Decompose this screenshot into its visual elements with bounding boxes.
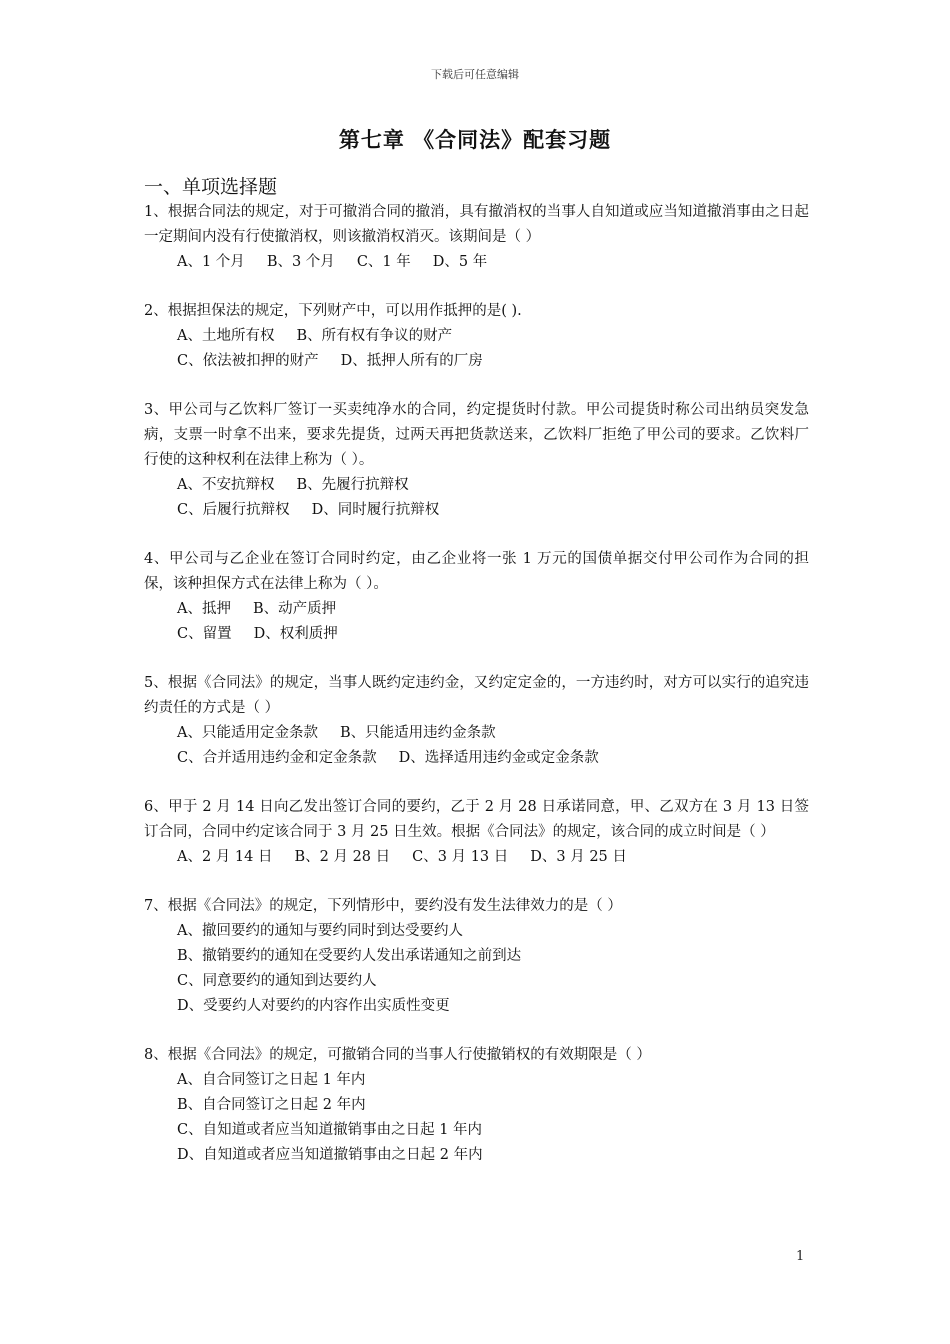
question-stem: 7、根据《合同法》的规定，下列情形中，要约没有发生法律效力的是（ ） — [144, 898, 622, 914]
answer-option: A、1 个月 — [177, 254, 245, 270]
answer-option: D、权利质押 — [253, 626, 338, 642]
answer-option: B、只能适用违约金条款 — [339, 725, 496, 741]
option-row — [144, 746, 809, 771]
option-row — [144, 1143, 809, 1168]
option-row — [144, 498, 809, 523]
question-stem: 3、甲公司与乙饮料厂签订一买卖纯净水的合同，约定提货时付款。甲公司提货时称公司出纳员突发急病，支票一时拿不出来，要求先提货，过两天再把货款送来，乙饮料厂拒绝了甲公司的要求。乙饮料厂行使的这种权利在法律上称为（ ）。 — [144, 402, 809, 468]
section-heading: 一、单项选择题 — [144, 176, 278, 198]
answer-option: C、依法被扣押的财产 — [177, 353, 319, 369]
option-row — [144, 721, 809, 746]
option-row — [144, 944, 809, 969]
option-row — [144, 324, 809, 349]
answer-option: C、合并适用违约金和定金条款 — [177, 750, 377, 766]
question-item — [144, 894, 809, 1019]
question-item — [144, 398, 809, 523]
answer-option: A、抵押 — [177, 601, 231, 617]
option-row — [144, 622, 809, 647]
question-stem: 2、根据担保法的规定，下列财产中，可以用作抵押的是( ). — [144, 303, 522, 319]
answer-option: C、自知道或者应当知道撤销事由之日起 1 年内 — [177, 1122, 483, 1138]
answer-option: D、5 年 — [432, 254, 488, 270]
answer-option: A、只能适用定金条款 — [177, 725, 318, 741]
option-row — [144, 1118, 809, 1143]
question-item — [144, 299, 809, 374]
page-title: 第七章 《合同法》配套习题 — [338, 128, 612, 152]
answer-option: C、1 年 — [356, 254, 411, 270]
question-stem: 6、甲于 2 月 14 日向乙发出签订合同的要约，乙于 2 月 28 日承诺同意，甲、乙双方在 3 月 13 日签订合同，合同中约定该合同于 3 月 25 日生效。根据《合同法》的规定，该合同的成立时间是（ ） — [144, 799, 809, 840]
header-note: 下载后可任意编辑 — [431, 68, 519, 81]
question-item — [144, 1043, 809, 1168]
answer-option: D、选择适用违约金或定金条款 — [398, 750, 599, 766]
answer-option: C、3 月 13 日 — [412, 849, 509, 865]
option-row — [144, 919, 809, 944]
option-row — [144, 1068, 809, 1093]
answer-option: B、2 月 28 日 — [294, 849, 391, 865]
option-row — [144, 845, 809, 870]
option-row — [144, 473, 809, 498]
question-item — [144, 200, 809, 275]
option-row — [144, 597, 809, 622]
option-row — [144, 994, 809, 1019]
answer-option: D、同时履行抗辩权 — [311, 502, 440, 518]
answer-option: B、先履行抗辩权 — [296, 477, 409, 493]
page-number: 1 — [796, 1249, 805, 1264]
answer-option: C、后履行抗辩权 — [177, 502, 290, 518]
answer-option: A、2 月 14 日 — [177, 849, 273, 865]
answer-option: A、自合同签订之日起 1 年内 — [177, 1072, 366, 1088]
answer-option: D、抵押人所有的厂房 — [340, 353, 483, 369]
answer-option: B、自合同签订之日起 2 年内 — [177, 1097, 366, 1113]
question-item — [144, 547, 809, 647]
option-row — [144, 349, 809, 374]
answer-option: B、撤销要约的通知在受要约人发出承诺通知之前到达 — [177, 948, 522, 964]
answer-option: D、自知道或者应当知道撤销事由之日起 2 年内 — [177, 1147, 483, 1163]
answer-option: A、土地所有权 — [177, 328, 275, 344]
answer-option: C、同意要约的通知到达要约人 — [177, 973, 377, 989]
question-list — [144, 200, 809, 1168]
answer-option: A、撤回要约的通知与要约同时到达受要约人 — [177, 923, 463, 939]
answer-option: B、3 个月 — [266, 254, 335, 270]
answer-option: C、留置 — [177, 626, 232, 642]
question-stem: 5、根据《合同法》的规定，当事人既约定违约金，又约定定金的，一方违约时，对方可以实行的追究违约责任的方式是（ ） — [144, 675, 809, 716]
option-row — [144, 1093, 809, 1118]
answer-option: A、不安抗辩权 — [177, 477, 275, 493]
document-body — [144, 174, 809, 1192]
option-row — [144, 969, 809, 994]
question-stem: 8、根据《合同法》的规定，可撤销合同的当事人行使撤销权的有效期限是（ ） — [144, 1047, 651, 1063]
answer-option: D、受要约人对要约的内容作出实质性变更 — [177, 998, 450, 1014]
question-stem: 4、甲公司与乙企业在签订合同时约定，由乙企业将一张 1 万元的国债单据交付甲公司作为合同的担保，该种担保方式在法律上称为（ ）。 — [144, 551, 809, 592]
answer-option: B、动产质押 — [252, 601, 337, 617]
question-item — [144, 795, 809, 870]
answer-option: B、所有权有争议的财产 — [296, 328, 453, 344]
question-stem: 1、根据合同法的规定，对于可撤消合同的撤消，具有撤消权的当事人自知道或应当知道撤消事由之日起一定期间内没有行使撤消权，则该撤消权消灭。该期间是（ ） — [144, 204, 809, 245]
answer-option: D、3 月 25 日 — [530, 849, 627, 865]
question-item — [144, 671, 809, 771]
option-row — [144, 250, 809, 275]
